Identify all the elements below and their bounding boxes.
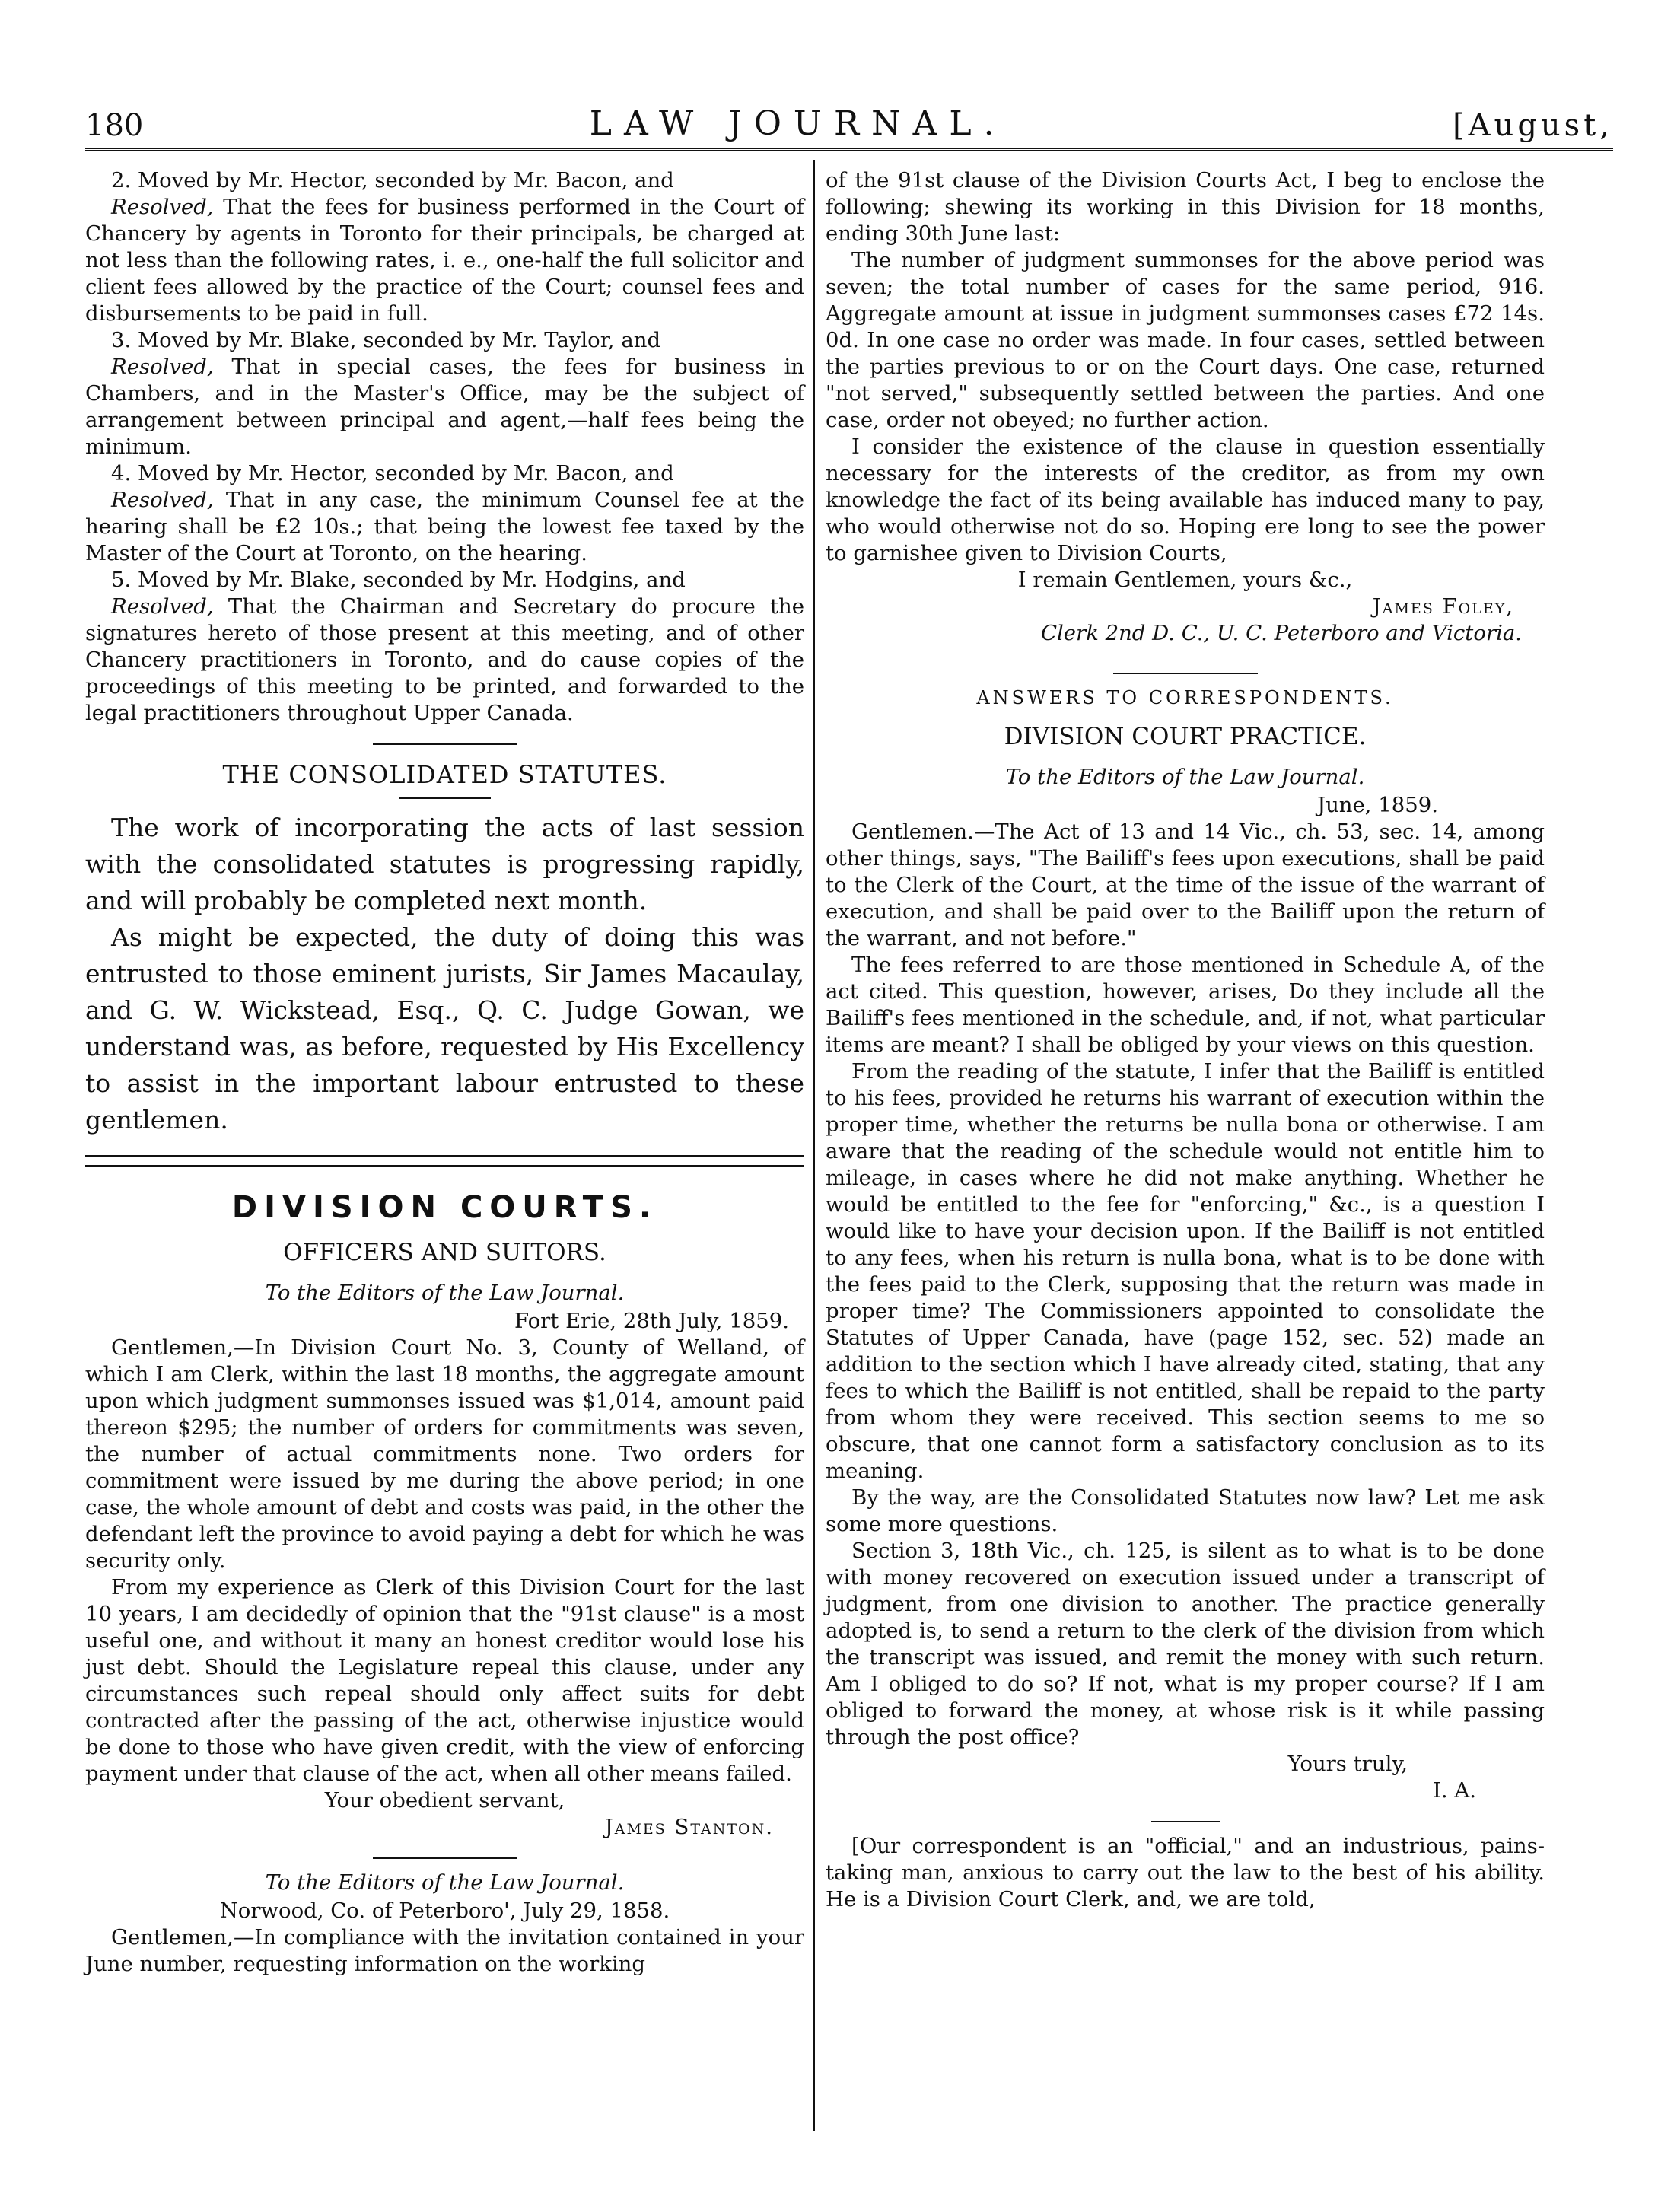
letter-3-salutation-to: To the Editors of the Law Journal. bbox=[1005, 765, 1365, 789]
resolved-label: Resolved, bbox=[111, 195, 214, 219]
letter-1-paragraph-1: Gentlemen,—In Division Court No. 3, County of Welland, of which I am Clerk, within the last 18 months, the aggregate amount upon which judgment summonses issued was $1,014, amount paid thereon $295; the number of orders for commitments was seven, the number of actual commitments none. Two orders for commitment were issued by me during the above period; in one case, the whole amount of debt and costs was paid, in the other the defendant left the province to avoid paying a debt for which he was security only. bbox=[85, 1335, 804, 1573]
resolution-5 bbox=[85, 594, 804, 727]
letter-2-signatory-title: Clerk 2nd D. C., U. C. Peterboro and Victoria. bbox=[1040, 621, 1522, 645]
letter-1-signature: James Stanton. bbox=[604, 1815, 774, 1839]
letter-2-closing: I remain Gentlemen, yours &c., bbox=[1017, 568, 1353, 592]
consolidated-paragraph-2: As might be expected, the duty of doing this was entrusted to those eminent jurists, Sir James Macaulay, and G. W. Wickstead, Esq., Q. C. Judge Gowan, we understand was, as before, requested by His Excellency to assist in the important labour entrusted to these gentlemen. bbox=[85, 922, 804, 1135]
consolidated-statutes-heading: THE CONSOLIDATED STATUTES. bbox=[222, 760, 667, 789]
letter-3-paragraph-5: Section 3, 18th Vic., ch. 125, is silent as to what is to be done with money recovered on execution issued under a transcript of judgment, from one division to another. The practice generally adopted is, to send a return to the clerk of the division from which the transcript was issued, and remit the money with such return. Am I obliged to do so? If not, what is my proper course? If I am obliged to forward the money, at whose risk is it while passing through the post office? bbox=[826, 1539, 1545, 1749]
letter-2-paragraph-1: Gentlemen,—In compliance with the invitation contained in your June number, requesting information on the working bbox=[85, 1925, 804, 1976]
letter-2-paragraph-2: The number of judgment summonses for the above period was seven; the total number of cases for the same period, 916. Aggregate amount at issue in judgment summonses cases £72 14s. 0d. In one case no order was made. In four cases, settled between the parties previous to or on the Court days. One case, returned "not served," subsequently settled between the parties. And one case, order not obeyed; no further action. bbox=[826, 248, 1545, 432]
letter-1-paragraph-2: From my experience as Clerk of this Division Court for the last 10 years, I am decidedly of opinion that the "91st clause" is a most useful one, and without it many an honest creditor would lose his just debt. Should the Legislature repeal this clause, under any circumstances such repeal should only affect suits for debt contracted after the passing of the act, otherwise injustice would be done to those who have given credit, with the view of enforcing payment under that clause of the act, when all other means failed. bbox=[85, 1575, 804, 1786]
answers-heading: ANSWERS TO CORRESPONDENTS. bbox=[976, 687, 1394, 708]
journal-title: LAW JOURNAL. bbox=[589, 104, 1007, 143]
resolution-5-text: That the Chairman and Secretary do procure the signatures hereto of those present at this meeting, and of other Chancery practitioners in Toronto, and do cause copies of the proceedings of this meeting to be printed, and forwarded to the legal practitioners throughout Upper Canada. bbox=[85, 594, 805, 725]
letter-3-paragraph-3: From the reading of the statute, I infer that the Bailiff is entitled to his fees, provided he returns his warrant of execution within the proper time, whether the returns be nulla bona or otherwise. I am aware that the reading of the schedule would not entitle him to mileage, in cases where he did not make anything. Whether he would be entitled to the fee for "enforcing," &c., is a question I would like to have your decision upon. If the Bailiff is not entitled to any fees, when his return is nulla bona, what is to be done with the fees paid to the Clerk, supposing that the return was made in proper time? The Commissioners appointed to consolidate the Statutes of Upper Canada, have (page 152, sec. 52) made an addition to the section which I have already cited, stating, that any fees to which the Bailiff is not entitled, shall be repaid to the party from whom they were received. This section seems to me so obscure, that one cannot form a satisfactory conclusion as to its meaning. bbox=[826, 1059, 1545, 1483]
letter-3-date: June, 1859. bbox=[1317, 793, 1438, 817]
resolution-2-text: That the fees for business performed in the Court of Chancery by agents in Toronto for their principals, be charged at not less than the following rates, i. e., one-half the full solicitor and client fees allowed by the practice of the Court; counsel fees and disbursements to be paid in full. bbox=[85, 195, 804, 326]
note-rule bbox=[1151, 1821, 1220, 1822]
resolution-3-intro: 3. Moved by Mr. Blake, seconded by Mr. Taylor, and bbox=[111, 328, 661, 352]
division-court-practice-heading: DIVISION COURT PRACTICE. bbox=[1004, 723, 1367, 750]
page-header bbox=[85, 97, 1613, 151]
column-divider bbox=[813, 160, 815, 2131]
letter-2-continuation: of the 91st clause of the Division Courts Act, I beg to enclose the following; shewing its working in this Division for 18 months, ending 30th June last: bbox=[826, 168, 1545, 246]
officers-suitors-heading: OFFICERS AND SUITORS. bbox=[283, 1239, 606, 1266]
resolution-5-intro: 5. Moved by Mr. Blake, seconded by Mr. Hodgins, and bbox=[111, 568, 686, 592]
editor-note: [Our correspondent is an "official," and an industrious, pains-taking man, anxious to carry out the law to the best of his ability. He is a Division Court Clerk, and, we are told, bbox=[826, 1834, 1545, 1911]
letter-3-paragraph-4: By the way, are the Consolidated Statutes now law? Let me ask some more questions. bbox=[826, 1485, 1545, 1536]
letter-3-paragraph-2: The fees referred to are those mentioned in Schedule A, of the act cited. This question, however, arises, Do they include all the Bailiff's fees mentioned in the schedule, and, if not, what particular items are meant? I shall be obliged by your views on this question. bbox=[826, 953, 1545, 1057]
resolution-4-text: That in any case, the minimum Counsel fee at the hearing shall be £2 10s.; that being the lowest fee taxed by the Master of the Court at Toronto, on the hearing. bbox=[85, 488, 804, 565]
page-month: [August, bbox=[1453, 108, 1613, 143]
letter-3-closing: Yours truly, bbox=[1287, 1752, 1408, 1776]
resolution-4-intro: 4. Moved by Mr. Hector, seconded by Mr. Bacon, and bbox=[111, 461, 674, 485]
division-courts-heading: DIVISION COURTS. bbox=[231, 1190, 658, 1225]
letter-2-paragraph-3: I consider the existence of the clause in question essentially necessary for the interests of the creditor, as from my own knowledge the fact of its being available has induced many to pay, who would otherwise not do so. Hoping ere long to see the power to garnishee given to Division Courts, bbox=[826, 434, 1545, 565]
section-rule bbox=[373, 743, 517, 745]
letter-2-place-date: Norwood, Co. of Peterboro', July 29, 1858. bbox=[219, 1899, 670, 1923]
letter-2-signature: James Foley, bbox=[1372, 594, 1514, 619]
right-column bbox=[826, 167, 1545, 1913]
letter-1-closing: Your obedient servant, bbox=[324, 1788, 565, 1813]
letter-rule bbox=[373, 1857, 517, 1859]
resolved-label: Resolved, bbox=[111, 594, 214, 619]
resolution-2 bbox=[85, 194, 804, 327]
page-number: 180 bbox=[85, 108, 144, 143]
letter-2-salutation-to: To the Editors of the Law Journal. bbox=[265, 1870, 625, 1895]
left-column bbox=[85, 167, 804, 1978]
resolution-2-intro: 2. Moved by Mr. Hector, seconded by Mr. Bacon, and bbox=[111, 168, 674, 193]
resolved-label: Resolved, bbox=[111, 488, 214, 512]
heading-underline bbox=[399, 797, 491, 799]
letter-3-signature: I. A. bbox=[1433, 1778, 1476, 1803]
resolved-label: Resolved, bbox=[111, 355, 214, 379]
letter-3-paragraph-1: Gentlemen.—The Act of 13 and 14 Vic., ch. 53, sec. 14, among other things, says, "The Bailiff's fees upon executions, shall be paid to the Clerk of the Court, at the time of the issue of the warrant of execution, and shall be paid over to the Bailiff upon the return of the warrant, and not before." bbox=[826, 820, 1545, 950]
resolution-3 bbox=[85, 354, 804, 460]
section-rule bbox=[1113, 673, 1258, 674]
letter-1-place-date: Fort Erie, 28th July, 1859. bbox=[514, 1309, 789, 1333]
resolution-3-text: That in special cases, the fees for business in Chambers, and in the Master's Office, may be the subject of arrangement between principal and agent,—half fees being the minimum. bbox=[85, 355, 804, 459]
resolution-4 bbox=[85, 487, 804, 567]
letter-1-salutation-to: To the Editors of the Law Journal. bbox=[265, 1281, 625, 1305]
section-double-rule bbox=[85, 1155, 804, 1167]
consolidated-paragraph-1: The work of incorporating the acts of last session with the consolidated statutes is progressing rapidly, and will probably be completed next month. bbox=[85, 813, 804, 915]
